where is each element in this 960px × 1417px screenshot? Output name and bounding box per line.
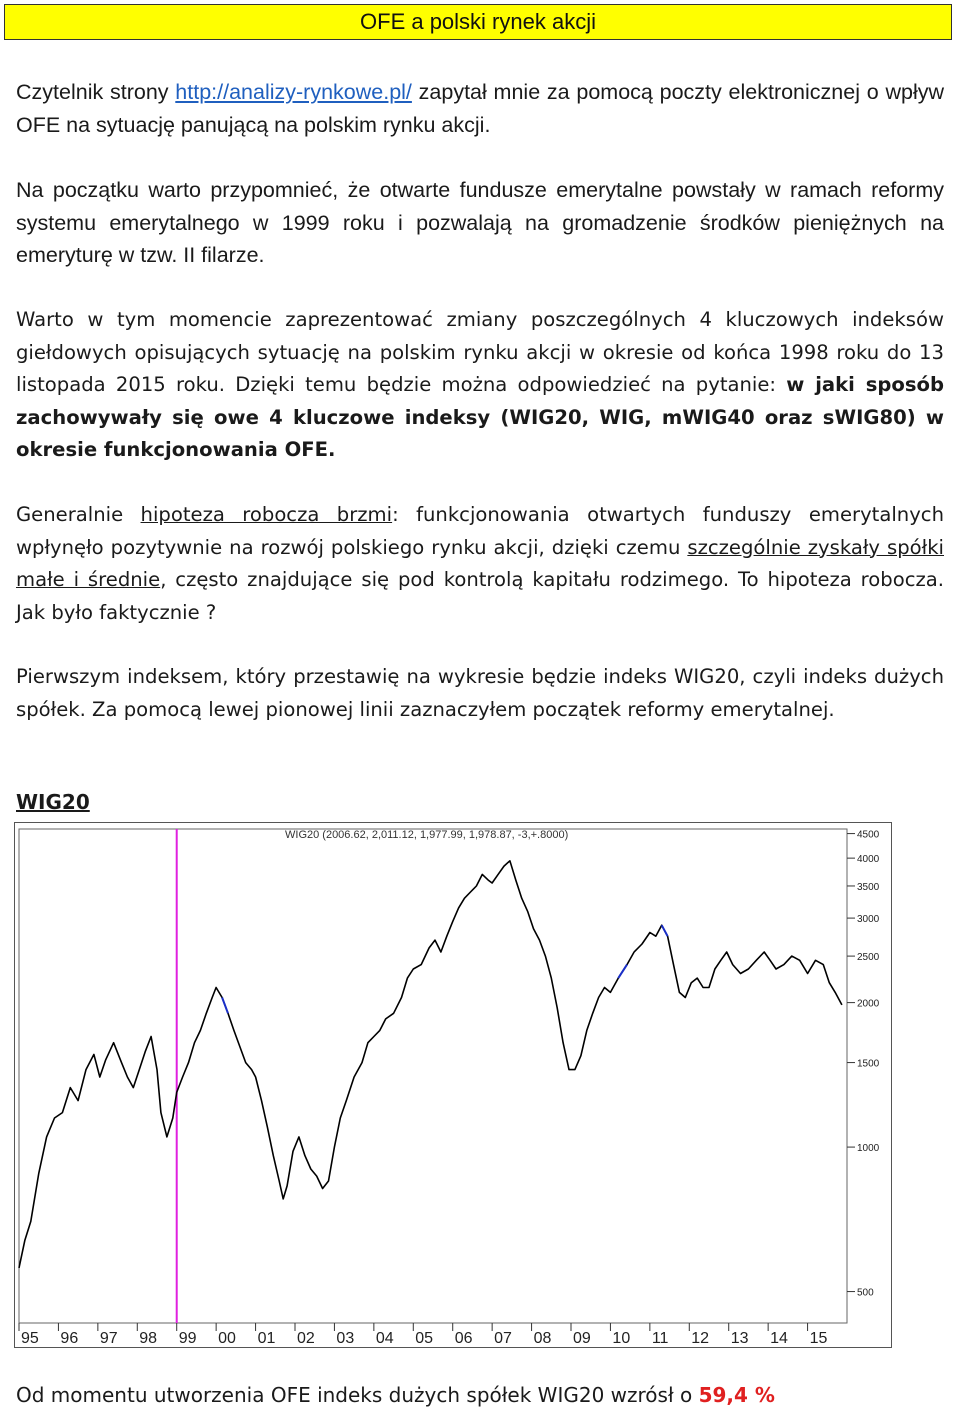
x-tick-label: 11 [651,1330,669,1347]
x-tick-label: 05 [415,1330,434,1347]
x-tick-label: 14 [770,1330,788,1347]
closing-statement [16,1383,775,1407]
y-tick-label: 4000 [857,854,880,866]
x-tick-label: 09 [573,1330,591,1347]
y-tick-label: 2500 [857,952,880,964]
wig20-chart-svg [15,823,891,1347]
indices-question: w jaki sposób zachowywały się owe 4 kluczowe indeksy (WIG20, WIG, mWIG40 oraz sWIG80) w okresie funkcjonowania OFE. [16,373,944,461]
x-tick-label: 98 [139,1330,158,1347]
paragraph-ofe-history: Na początku warto przypomnieć, że otwarte fundusze emerytalne powstały w ramach reformy systemu emerytalnego w 1999 roku i pozwalają na gromadzenie środków pieniężnych na emeryturę w tzw. II filarze. [16,178,944,267]
paragraph-indices [16,304,944,467]
x-tick-label: 97 [99,1330,118,1347]
x-tick-label: 99 [178,1330,197,1347]
intro-text-end: zapytał mnie za pomocą poczty elektronicznej o wpływ OFE na sytuację panującą na polskim rynku akcji. [16,80,945,137]
analizy-rynkowe-link[interactable]: http://analizy-rynkowe.pl/ [175,80,412,104]
x-tick-label: 01 [257,1330,276,1347]
x-tick-label: 06 [454,1330,473,1347]
highlight-segment [662,925,668,936]
x-tick-label: 02 [297,1330,315,1347]
intro-text-start: Czytelnik strony [16,80,176,104]
x-tick-label: 08 [533,1330,552,1347]
x-tick-label: 00 [218,1330,236,1347]
y-tick-label: 3000 [857,914,880,926]
hypothesis-highlight: szczególnie zyskały spółki małe i średnie [16,535,944,591]
x-tick-label: 13 [730,1330,749,1347]
chart-title: WIG20 (2006.62, 2,011.12, 1,977.99, 1,978.87, -3,+.8000) [285,829,569,841]
paragraph-hypothesis [16,499,944,629]
x-tick-label: 15 [809,1330,828,1347]
closing-text: Od momentu utworzenia OFE indeks dużych spółek WIG20 wzrósł o [16,1383,699,1407]
x-tick-label: 03 [336,1330,355,1347]
wig20-chart [14,822,892,1348]
y-tick-label: 3500 [857,881,880,893]
x-tick-label: 10 [612,1330,631,1347]
chart-heading: WIG20 [16,790,90,814]
hypothesis-text-2: : funkcjonowania otwartych funduszy emerytalnych wpłynęło pozytywnie na rozwój polskiego rynku akcji, dzięki czemu [16,503,944,559]
x-tick-label: 95 [21,1330,39,1347]
x-tick-label: 12 [691,1330,710,1347]
y-tick-label: 1500 [857,1058,880,1070]
y-tick-label: 4500 [857,829,880,841]
plot-area [19,829,847,1323]
indices-text: Warto w tym momencie zaprezentować zmiany poszczególnych 4 kluczowych indeksów giełdowych opisujących sytuację na polskim rynku akcji w okresie od końca 1998 roku do 13 listopada 2015 roku. Dzięki temu będzie można odpowiedzieć na pytanie: [16,308,944,396]
x-tick-label: 07 [494,1330,512,1347]
y-tick-label: 500 [857,1287,874,1299]
document-title: OFE a polski rynek akcji [4,4,952,40]
hypothesis-label: hipoteza robocza brzmi [140,503,393,526]
x-tick-label: 96 [60,1330,79,1347]
hypothesis-text-3: , często znajdujące się pod kontrolą kapitału rodzimego. To hipoteza robocza. Jak było faktycznie ? [16,568,945,624]
paragraph-intro [16,76,944,141]
closing-value: 59,4 % [698,1383,775,1407]
hypothesis-text-1: Generalnie [16,503,141,526]
y-tick-label: 1000 [857,1143,880,1155]
wig20-series-line [19,861,842,1268]
y-tick-label: 2000 [857,998,880,1010]
highlight-segment [618,965,627,979]
highlight-segment [222,998,228,1014]
paragraph-wig20-intro: Pierwszym indeksem, który przestawię na wykresie będzie indeks WIG20, czyli indeks dużych spółek. Za pomocą lewej pionowej linii zaznaczyłem początek reformy emerytalnej. [16,665,944,721]
x-tick-label: 04 [375,1330,394,1347]
